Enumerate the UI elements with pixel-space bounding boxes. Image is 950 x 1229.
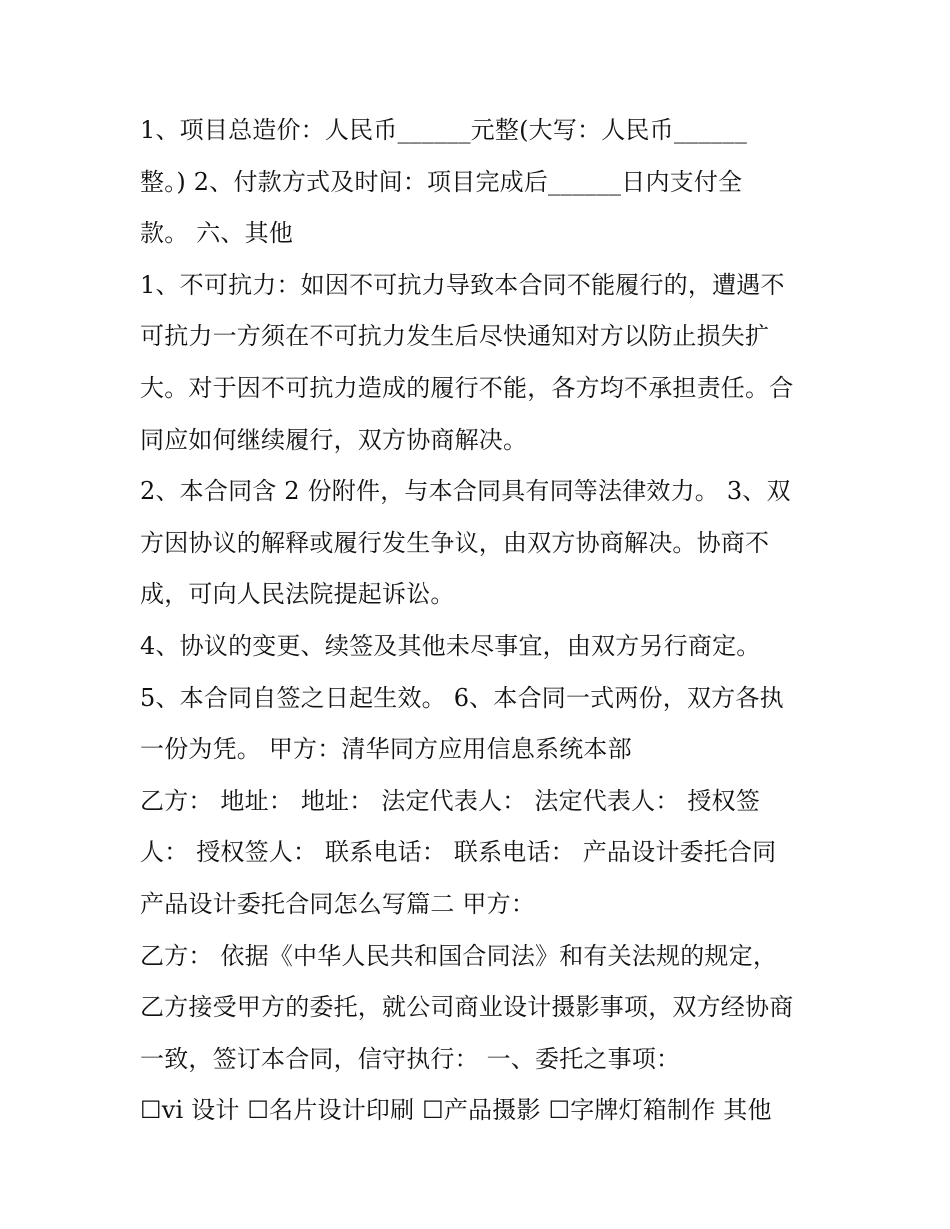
text-line-1: 1、项目总造价：人民币______元整(大写：人民币______ bbox=[140, 116, 748, 144]
text-line-12: 5、本合同自签之日起生效。 6、本合同一式两份，双方各执 bbox=[140, 683, 784, 712]
text-line-13: 一份为凭。 甲方：清华同方应用信息系统本部 bbox=[140, 735, 632, 764]
text-line-17: 乙方： 依据《中华人民共和国合同法》和有关法规的规定， bbox=[140, 941, 778, 970]
text-line-19: 一致，签订本合同，信守执行： 一、委托之事项： bbox=[140, 1044, 681, 1073]
text-line-5: 可抗力一方须在不可抗力发生后尽快通知对方以防止损失扩 bbox=[140, 322, 770, 351]
text-line-9: 方因协议的解释或履行发生争议，由双方协商解决。协商不 bbox=[140, 528, 770, 557]
text-line-2: 整。) 2、付款方式及时间：项目完成后______日内支付全 bbox=[140, 167, 743, 196]
contract-text bbox=[140, 105, 830, 1137]
text-line-15: 人： 授权签人： 联系电话： 联系电话： 产品设计委托合同 bbox=[140, 838, 777, 867]
text-line-6: 大。对于因不可抗力造成的履行不能，各方均不承担责任。合 bbox=[140, 373, 794, 402]
text-line-14: 乙方： 地址： 地址： 法定代表人： 法定代表人： 授权签 bbox=[140, 786, 760, 815]
text-line-3: 款。 六、其他 bbox=[140, 219, 294, 248]
text-line-10: 成，可向人民法院提起诉讼。 bbox=[140, 580, 455, 609]
text-line-11: 4、协议的变更、续签及其他未尽事宜，由双方另行商定。 bbox=[140, 631, 761, 660]
text-line-7: 同应如何继续履行，双方协商解决。 bbox=[140, 425, 528, 454]
text-line-18: 乙方接受甲方的委托，就公司商业设计摄影事项，双方经协商 bbox=[140, 993, 794, 1022]
text-line-4: 1、不可抗力：如因不可抗力导致本合同不能履行的，遭遇不 bbox=[140, 270, 785, 299]
text-line-8: 2、本合同含 2 份附件，与本合同具有同等法律效力。 3、双 bbox=[140, 477, 791, 506]
text-line-20: ☐vi 设计 ☐名片设计印刷 ☐产品摄影 ☐字牌灯箱制作 其他 bbox=[140, 1096, 772, 1125]
text-line-16: 产品设计委托合同怎么写篇二 甲方： bbox=[140, 889, 536, 918]
